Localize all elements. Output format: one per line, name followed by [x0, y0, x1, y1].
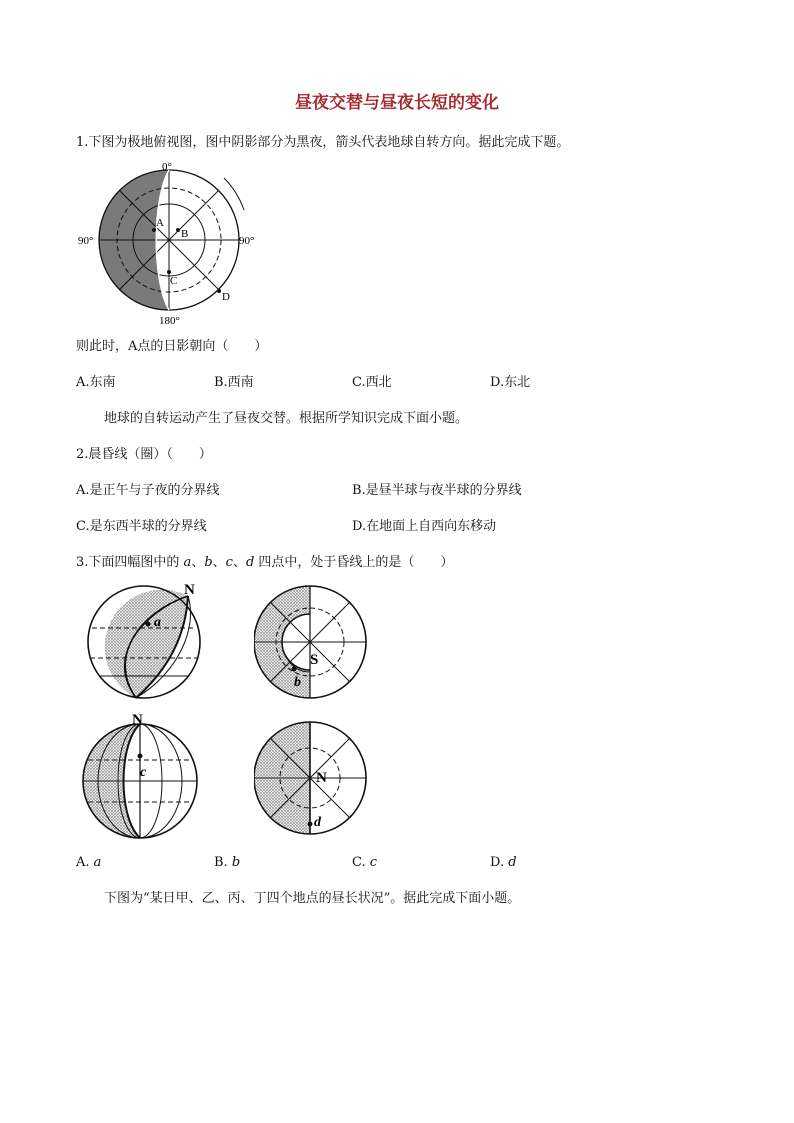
q2-option-b[interactable]: B.是昼半球与夜半球的分界线 [352, 483, 522, 498]
q3-stem: 3.下面四幅图中的 a、b、c、d 四点中，处于昏线上的是（ ） [76, 555, 454, 570]
q2-option-c[interactable]: C.是东西半球的分界线 [76, 519, 207, 534]
q1-point-d: D [222, 291, 230, 303]
q3-option-d[interactable]: D. d [490, 855, 517, 870]
q1-point-b: B [181, 228, 189, 240]
q1-label-0deg: 0° [162, 161, 172, 173]
q3-figure-a [78, 578, 208, 708]
q3b-point-b: b [294, 675, 301, 690]
q3-figure-d [254, 720, 374, 840]
q3d-north-label: N [316, 770, 327, 786]
q1-question: 则此时，A点的日影朝向（ ） [76, 339, 268, 354]
q1-label-90e: 90° [239, 235, 255, 247]
q1-option-a[interactable]: A.东南 [76, 375, 116, 390]
q3-figure-b [254, 584, 374, 704]
q1-option-c[interactable]: C.西北 [352, 375, 392, 390]
q2-option-d[interactable]: D.在地面上自西向东移动 [352, 519, 497, 534]
q1-stem: 1.下图为极地俯视图，图中阴影部分为黑夜，箭头代表地球自转方向。据此完成下题。 [76, 135, 570, 150]
q1-point-c: C [170, 275, 178, 287]
q3c-north-label: N [132, 712, 143, 728]
q1-point-a: A [156, 217, 164, 229]
q3-figure-c [78, 708, 208, 848]
q1-option-b[interactable]: B.西南 [214, 375, 254, 390]
q1-label-180: 180° [159, 315, 180, 327]
q3b-south-label: S [310, 652, 319, 668]
document-title: 昼夜交替与昼夜长短的变化 [295, 93, 499, 113]
q1-label-90w: 90° [78, 235, 94, 247]
q1-option-d[interactable]: D.东北 [490, 375, 531, 390]
q2-option-a[interactable]: A.是正午与子夜的分界线 [76, 483, 220, 498]
q1-polar-view-figure [74, 160, 274, 330]
q3-option-b[interactable]: B. b [214, 855, 241, 870]
q3c-point-c: c [140, 765, 147, 780]
q3d-point-d: d [314, 815, 321, 830]
q2-stem: 2.晨昏线（圈）（ ） [76, 447, 212, 462]
q3a-point-a: a [154, 615, 161, 630]
q3-option-a[interactable]: A. a [76, 855, 102, 870]
q3-option-c[interactable]: C. c [352, 855, 378, 870]
q3a-north-label: N [184, 582, 195, 598]
intro-q4: 下图为“某日甲、乙、丙、丁四个地点的昼长状况”。据此完成下面小题。 [104, 891, 521, 906]
intro-q2: 地球的自转运动产生了昼夜交替。根据所学知识完成下面小题。 [104, 411, 469, 426]
